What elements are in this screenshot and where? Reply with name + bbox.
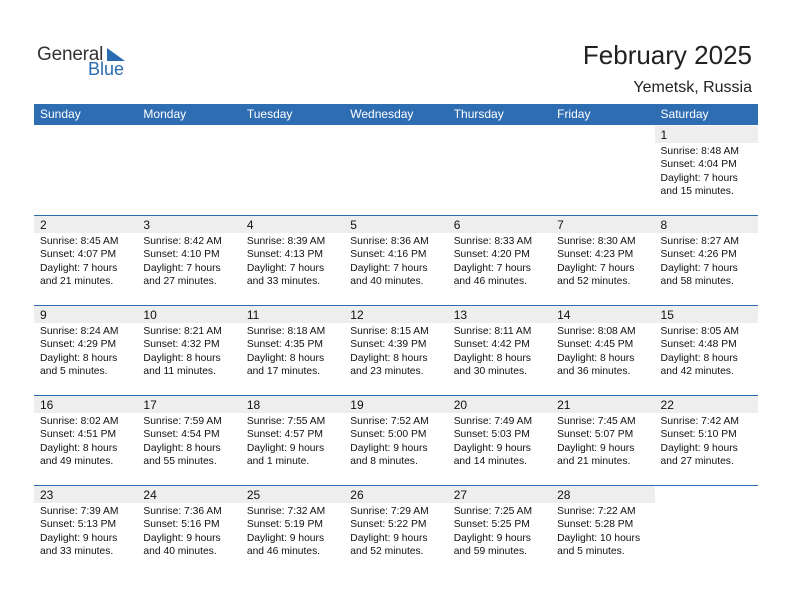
day-number-strip	[551, 216, 654, 233]
sunrise-text: Sunrise: 8:42 AM	[143, 236, 222, 247]
sunset-text: Sunset: 5:19 PM	[246, 519, 323, 531]
day-number: 21	[557, 398, 571, 412]
daylight-text: and 1 minute.	[246, 456, 310, 468]
sunrise-text: Sunrise: 7:45 AM	[557, 416, 636, 427]
day-number: 4	[246, 218, 254, 232]
daylight-text: and 21 minutes.	[40, 276, 114, 288]
day-number: 17	[143, 398, 157, 412]
daylight-text: and 27 minutes.	[143, 276, 217, 288]
location-label: Yemetsk, Russia	[633, 79, 752, 96]
day-number-strip	[448, 396, 551, 413]
day-number-strip	[344, 126, 447, 143]
sun-info	[661, 415, 739, 469]
sunrise-text: Sunrise: 8:39 AM	[246, 236, 326, 247]
sunrise-text: Sunrise: 8:11 AM	[453, 326, 532, 337]
sunrise-text: Sunrise: 8:48 AM	[660, 146, 739, 157]
calendar-day-cell	[344, 486, 447, 575]
sunset-text: Sunset: 4:35 PM	[246, 339, 323, 351]
daylight-text: and 55 minutes.	[143, 456, 217, 468]
sunrise-text: Sunrise: 8:18 AM	[246, 326, 326, 337]
day-number: 1	[660, 128, 668, 142]
sunrise-text: Sunrise: 8:21 AM	[143, 326, 222, 337]
calendar-day-cell	[241, 126, 344, 215]
day-number: 11	[246, 308, 260, 322]
calendar-day-cell	[448, 216, 551, 305]
calendar-day-cell	[34, 126, 137, 215]
daylight-text: and 30 minutes.	[453, 366, 527, 378]
calendar-day-cell	[551, 306, 654, 395]
sunrise-text: Sunrise: 8:30 AM	[557, 236, 636, 247]
daylight-text: Daylight: 8 hours	[453, 352, 531, 364]
calendar-day-cell	[137, 126, 240, 215]
sunset-text: Sunset: 5:10 PM	[660, 429, 737, 441]
sunset-text: Sunset: 4:29 PM	[40, 339, 117, 351]
daylight-text: and 8 minutes.	[350, 456, 418, 468]
daylight-text: Daylight: 9 hours	[40, 532, 118, 544]
sunrise-text: Sunrise: 8:33 AM	[453, 236, 533, 247]
day-number: 15	[660, 308, 674, 322]
daylight-text: Daylight: 8 hours	[143, 352, 221, 364]
daylight-text: Daylight: 9 hours	[350, 442, 428, 454]
weekday-header-cell: Thursday	[453, 107, 504, 121]
calendar-day-cell	[448, 126, 551, 215]
daylight-text: Daylight: 7 hours	[143, 262, 221, 274]
day-number: 2	[40, 218, 47, 232]
daylight-text: Daylight: 8 hours	[557, 352, 635, 364]
sun-info	[143, 415, 221, 469]
calendar-day-cell	[551, 486, 654, 575]
daylight-text: Daylight: 8 hours	[40, 442, 118, 454]
daylight-text: Daylight: 9 hours	[246, 442, 325, 454]
daylight-text: Daylight: 7 hours	[40, 262, 118, 274]
daylight-text: Daylight: 9 hours	[246, 532, 325, 544]
day-number-strip	[34, 486, 137, 503]
daylight-text: Daylight: 8 hours	[143, 442, 221, 454]
day-number-strip	[551, 306, 654, 323]
day-number-strip	[551, 396, 654, 413]
sunrise-text: Sunrise: 8:27 AM	[660, 236, 739, 247]
sunset-text: Sunset: 4:07 PM	[40, 249, 117, 261]
day-number-strip	[137, 486, 240, 503]
calendar-day-cell	[137, 306, 240, 395]
daylight-text: and 52 minutes.	[557, 276, 631, 288]
day-number-strip	[344, 486, 447, 503]
day-number-strip	[551, 486, 654, 503]
sun-info	[454, 505, 532, 559]
sunset-text: Sunset: 4:32 PM	[143, 339, 220, 351]
calendar-day-cell	[241, 306, 344, 395]
daylight-text: and 5 minutes.	[557, 546, 625, 558]
day-number: 8	[660, 218, 668, 232]
daylight-text: Daylight: 8 hours	[660, 352, 738, 364]
sun-info	[557, 235, 635, 289]
sunrise-text: Sunrise: 7:39 AM	[40, 506, 119, 517]
daylight-text: Daylight: 9 hours	[143, 532, 221, 544]
calendar-day-cell	[655, 306, 758, 395]
calendar-day-cell	[551, 216, 654, 305]
calendar-day-cell	[241, 216, 344, 305]
calendar-day-cell	[448, 396, 551, 485]
day-number-strip	[344, 396, 447, 413]
sunrise-text: Sunrise: 7:36 AM	[143, 506, 222, 517]
sun-info	[350, 235, 428, 289]
day-number-strip	[241, 486, 344, 503]
daylight-text: and 21 minutes.	[557, 456, 631, 468]
day-number-strip	[241, 396, 344, 413]
day-number: 10	[143, 308, 157, 322]
sunset-text: Sunset: 5:25 PM	[453, 519, 530, 531]
calendar-day-cell	[655, 396, 758, 485]
daylight-text: Daylight: 7 hours	[350, 262, 428, 274]
daylight-text: and 33 minutes.	[40, 546, 114, 558]
calendar-week-row	[34, 485, 758, 575]
day-number: 24	[143, 488, 157, 502]
day-number: 3	[143, 218, 151, 232]
sun-info	[454, 325, 532, 379]
calendar-day-cell	[551, 126, 654, 215]
sun-info	[247, 235, 325, 289]
page-title: February 2025	[582, 40, 752, 70]
daylight-text: and 11 minutes.	[143, 366, 216, 378]
day-number: 6	[453, 218, 461, 232]
sunset-text: Sunset: 4:10 PM	[143, 249, 220, 261]
day-number: 27	[453, 488, 468, 502]
sun-info	[40, 325, 118, 379]
sunset-text: Sunset: 4:16 PM	[350, 249, 427, 261]
daylight-text: Daylight: 9 hours	[350, 532, 428, 544]
sunrise-text: Sunrise: 8:15 AM	[350, 326, 429, 337]
day-number: 25	[246, 488, 261, 502]
calendar-day-cell	[655, 216, 758, 305]
day-number-strip	[344, 306, 447, 323]
sun-info	[350, 505, 428, 559]
daylight-text: and 40 minutes.	[143, 546, 217, 558]
day-number: 18	[246, 398, 261, 412]
sun-info	[40, 415, 118, 469]
sunset-text: Sunset: 4:23 PM	[557, 249, 634, 261]
calendar-day-cell	[344, 126, 447, 215]
daylight-text: and 52 minutes.	[350, 546, 424, 558]
sun-info	[454, 415, 532, 469]
day-number-strip	[241, 306, 344, 323]
sunrise-text: Sunrise: 7:32 AM	[246, 506, 326, 517]
day-number: 20	[453, 398, 468, 412]
sunrise-text: Sunrise: 7:52 AM	[350, 416, 429, 427]
day-number: 22	[660, 398, 674, 412]
sunset-text: Sunset: 5:03 PM	[453, 429, 530, 441]
daylight-text: Daylight: 7 hours	[557, 262, 635, 274]
sunrise-text: Sunrise: 8:02 AM	[40, 416, 119, 427]
day-number-strip	[137, 126, 240, 143]
daylight-text: and 17 minutes.	[246, 366, 321, 378]
sunrise-text: Sunrise: 7:59 AM	[143, 416, 222, 427]
day-number-strip	[551, 126, 654, 143]
daylight-text: and 36 minutes.	[557, 366, 631, 378]
calendar-day-cell	[34, 396, 137, 485]
daylight-text: Daylight: 9 hours	[453, 442, 531, 454]
sun-info	[350, 415, 428, 469]
sunset-text: Sunset: 4:51 PM	[40, 429, 117, 441]
daylight-text: and 5 minutes.	[40, 366, 108, 378]
sun-info	[557, 505, 640, 559]
day-number: 12	[350, 308, 364, 322]
calendar-day-cell	[344, 306, 447, 395]
sunset-text: Sunset: 4:48 PM	[660, 339, 737, 351]
weekday-header-cell: Friday	[557, 107, 591, 121]
sun-info	[661, 235, 739, 289]
calendar-day-cell	[137, 216, 240, 305]
calendar-day-cell	[344, 216, 447, 305]
daylight-text: Daylight: 8 hours	[350, 352, 428, 364]
sunrise-text: Sunrise: 7:49 AM	[453, 416, 533, 427]
day-number-strip	[34, 306, 137, 323]
sunset-text: Sunset: 4:26 PM	[660, 249, 737, 261]
calendar-day-cell	[34, 216, 137, 305]
day-number-strip	[655, 486, 758, 503]
daylight-text: Daylight: 7 hours	[453, 262, 531, 274]
day-number-strip	[137, 216, 240, 233]
daylight-text: and 33 minutes.	[246, 276, 321, 288]
sunset-text: Sunset: 4:13 PM	[246, 249, 323, 261]
daylight-text: Daylight: 7 hours	[660, 172, 738, 184]
day-number: 13	[453, 308, 468, 322]
day-number-strip	[448, 486, 551, 503]
sunrise-text: Sunrise: 8:45 AM	[40, 236, 119, 247]
calendar-day-cell	[448, 486, 551, 575]
day-number: 14	[557, 308, 571, 322]
day-number-strip	[655, 126, 758, 143]
daylight-text: Daylight: 8 hours	[246, 352, 325, 364]
daylight-text: Daylight: 8 hours	[40, 352, 118, 364]
calendar-day-cell	[551, 396, 654, 485]
day-number-strip	[448, 306, 551, 323]
calendar-day-cell	[241, 396, 344, 485]
calendar-day-cell	[448, 306, 551, 395]
sunset-text: Sunset: 5:28 PM	[557, 519, 634, 531]
sunset-text: Sunset: 4:57 PM	[246, 429, 323, 441]
day-number: 28	[557, 488, 571, 502]
sunrise-text: Sunrise: 8:36 AM	[350, 236, 429, 247]
daylight-text: and 15 minutes.	[660, 186, 734, 198]
daylight-text: and 59 minutes.	[453, 546, 527, 558]
sun-info	[557, 415, 635, 469]
calendar-day-cell	[655, 126, 758, 215]
day-number-strip	[34, 396, 137, 413]
weekday-header-cell: Sunday	[40, 107, 81, 121]
sun-info	[454, 235, 532, 289]
day-number-strip	[241, 126, 344, 143]
sun-info	[143, 325, 221, 379]
calendar-day-cell	[34, 486, 137, 575]
day-number: 23	[40, 488, 54, 502]
sunset-text: Sunset: 4:42 PM	[453, 339, 530, 351]
day-number-strip	[344, 216, 447, 233]
daylight-text: Daylight: 7 hours	[246, 262, 325, 274]
sunset-text: Sunset: 4:04 PM	[660, 159, 737, 171]
daylight-text: and 40 minutes.	[350, 276, 424, 288]
day-number-strip	[655, 306, 758, 323]
day-number: 16	[40, 398, 54, 412]
day-number: 26	[350, 488, 364, 502]
daylight-text: and 58 minutes.	[660, 276, 734, 288]
day-number-strip	[655, 216, 758, 233]
sun-info	[247, 505, 325, 559]
logo-text-blue: Blue	[88, 59, 125, 79]
sunrise-text: Sunrise: 7:55 AM	[246, 416, 326, 427]
day-number-strip	[34, 126, 137, 143]
sunrise-text: Sunrise: 7:22 AM	[557, 506, 636, 517]
sunset-text: Sunset: 5:13 PM	[40, 519, 117, 531]
sunrise-text: Sunrise: 7:29 AM	[350, 506, 429, 517]
calendar-day-cell	[137, 486, 240, 575]
sunrise-text: Sunrise: 7:42 AM	[660, 416, 739, 427]
sun-info	[661, 145, 739, 199]
day-number-strip	[34, 216, 137, 233]
daylight-text: Daylight: 9 hours	[453, 532, 531, 544]
sun-info	[143, 505, 221, 559]
weekday-header-cell: Saturday	[660, 107, 709, 121]
daylight-text: and 14 minutes.	[453, 456, 527, 468]
sunrise-text: Sunrise: 8:05 AM	[660, 326, 739, 337]
calendar-week-row	[34, 305, 758, 395]
calendar-day-cell	[137, 396, 240, 485]
day-number-strip	[655, 396, 758, 413]
day-number-strip	[137, 396, 240, 413]
sun-info	[247, 415, 325, 469]
sunset-text: Sunset: 5:00 PM	[350, 429, 427, 441]
day-number: 5	[350, 218, 357, 232]
sun-info	[247, 325, 325, 379]
sunset-text: Sunset: 5:07 PM	[557, 429, 634, 441]
sun-info	[40, 235, 118, 289]
sunset-text: Sunset: 5:16 PM	[143, 519, 220, 531]
sunrise-text: Sunrise: 8:08 AM	[557, 326, 636, 337]
sun-info	[143, 235, 221, 289]
day-number: 19	[350, 398, 364, 412]
day-number: 7	[557, 218, 564, 232]
sun-info	[350, 325, 428, 379]
daylight-text: Daylight: 7 hours	[660, 262, 738, 274]
sunrise-text: Sunrise: 8:24 AM	[40, 326, 119, 337]
day-number-strip	[448, 126, 551, 143]
daylight-text: and 23 minutes.	[350, 366, 424, 378]
sunset-text: Sunset: 4:45 PM	[557, 339, 634, 351]
sunset-text: Sunset: 4:54 PM	[143, 429, 220, 441]
day-number-strip	[241, 216, 344, 233]
daylight-text: and 49 minutes.	[40, 456, 114, 468]
calendar-week-row	[34, 126, 758, 216]
sun-info	[661, 325, 739, 379]
weekday-header-cell: Wednesday	[350, 107, 414, 121]
daylight-text: and 42 minutes.	[660, 366, 734, 378]
weekday-header-cell: Monday	[143, 107, 187, 121]
weekday-header-cell: Tuesday	[246, 107, 293, 121]
daylight-text: and 46 minutes.	[246, 546, 321, 558]
logo-text-general: General	[37, 44, 104, 65]
sunset-text: Sunset: 4:20 PM	[453, 249, 530, 261]
calendar-week-row	[34, 215, 758, 305]
calendar-day-cell	[34, 306, 137, 395]
brand-logo	[37, 44, 137, 80]
day-number-strip	[448, 216, 551, 233]
daylight-text: Daylight: 9 hours	[660, 442, 738, 454]
daylight-text: Daylight: 10 hours	[557, 532, 641, 544]
day-number-strip	[137, 306, 240, 323]
sunset-text: Sunset: 5:22 PM	[350, 519, 427, 531]
daylight-text: Daylight: 9 hours	[557, 442, 635, 454]
sun-info	[40, 505, 118, 559]
calendar-week-row	[34, 395, 758, 485]
calendar-day-cell	[344, 396, 447, 485]
weekday-header	[34, 104, 758, 125]
sun-info	[557, 325, 635, 379]
sunset-text: Sunset: 4:39 PM	[350, 339, 427, 351]
sunrise-text: Sunrise: 7:25 AM	[453, 506, 533, 517]
daylight-text: and 27 minutes.	[660, 456, 734, 468]
calendar-day-cell	[241, 486, 344, 575]
day-number: 9	[40, 308, 47, 322]
daylight-text: and 46 minutes.	[453, 276, 527, 288]
calendar-day-cell	[655, 486, 758, 575]
